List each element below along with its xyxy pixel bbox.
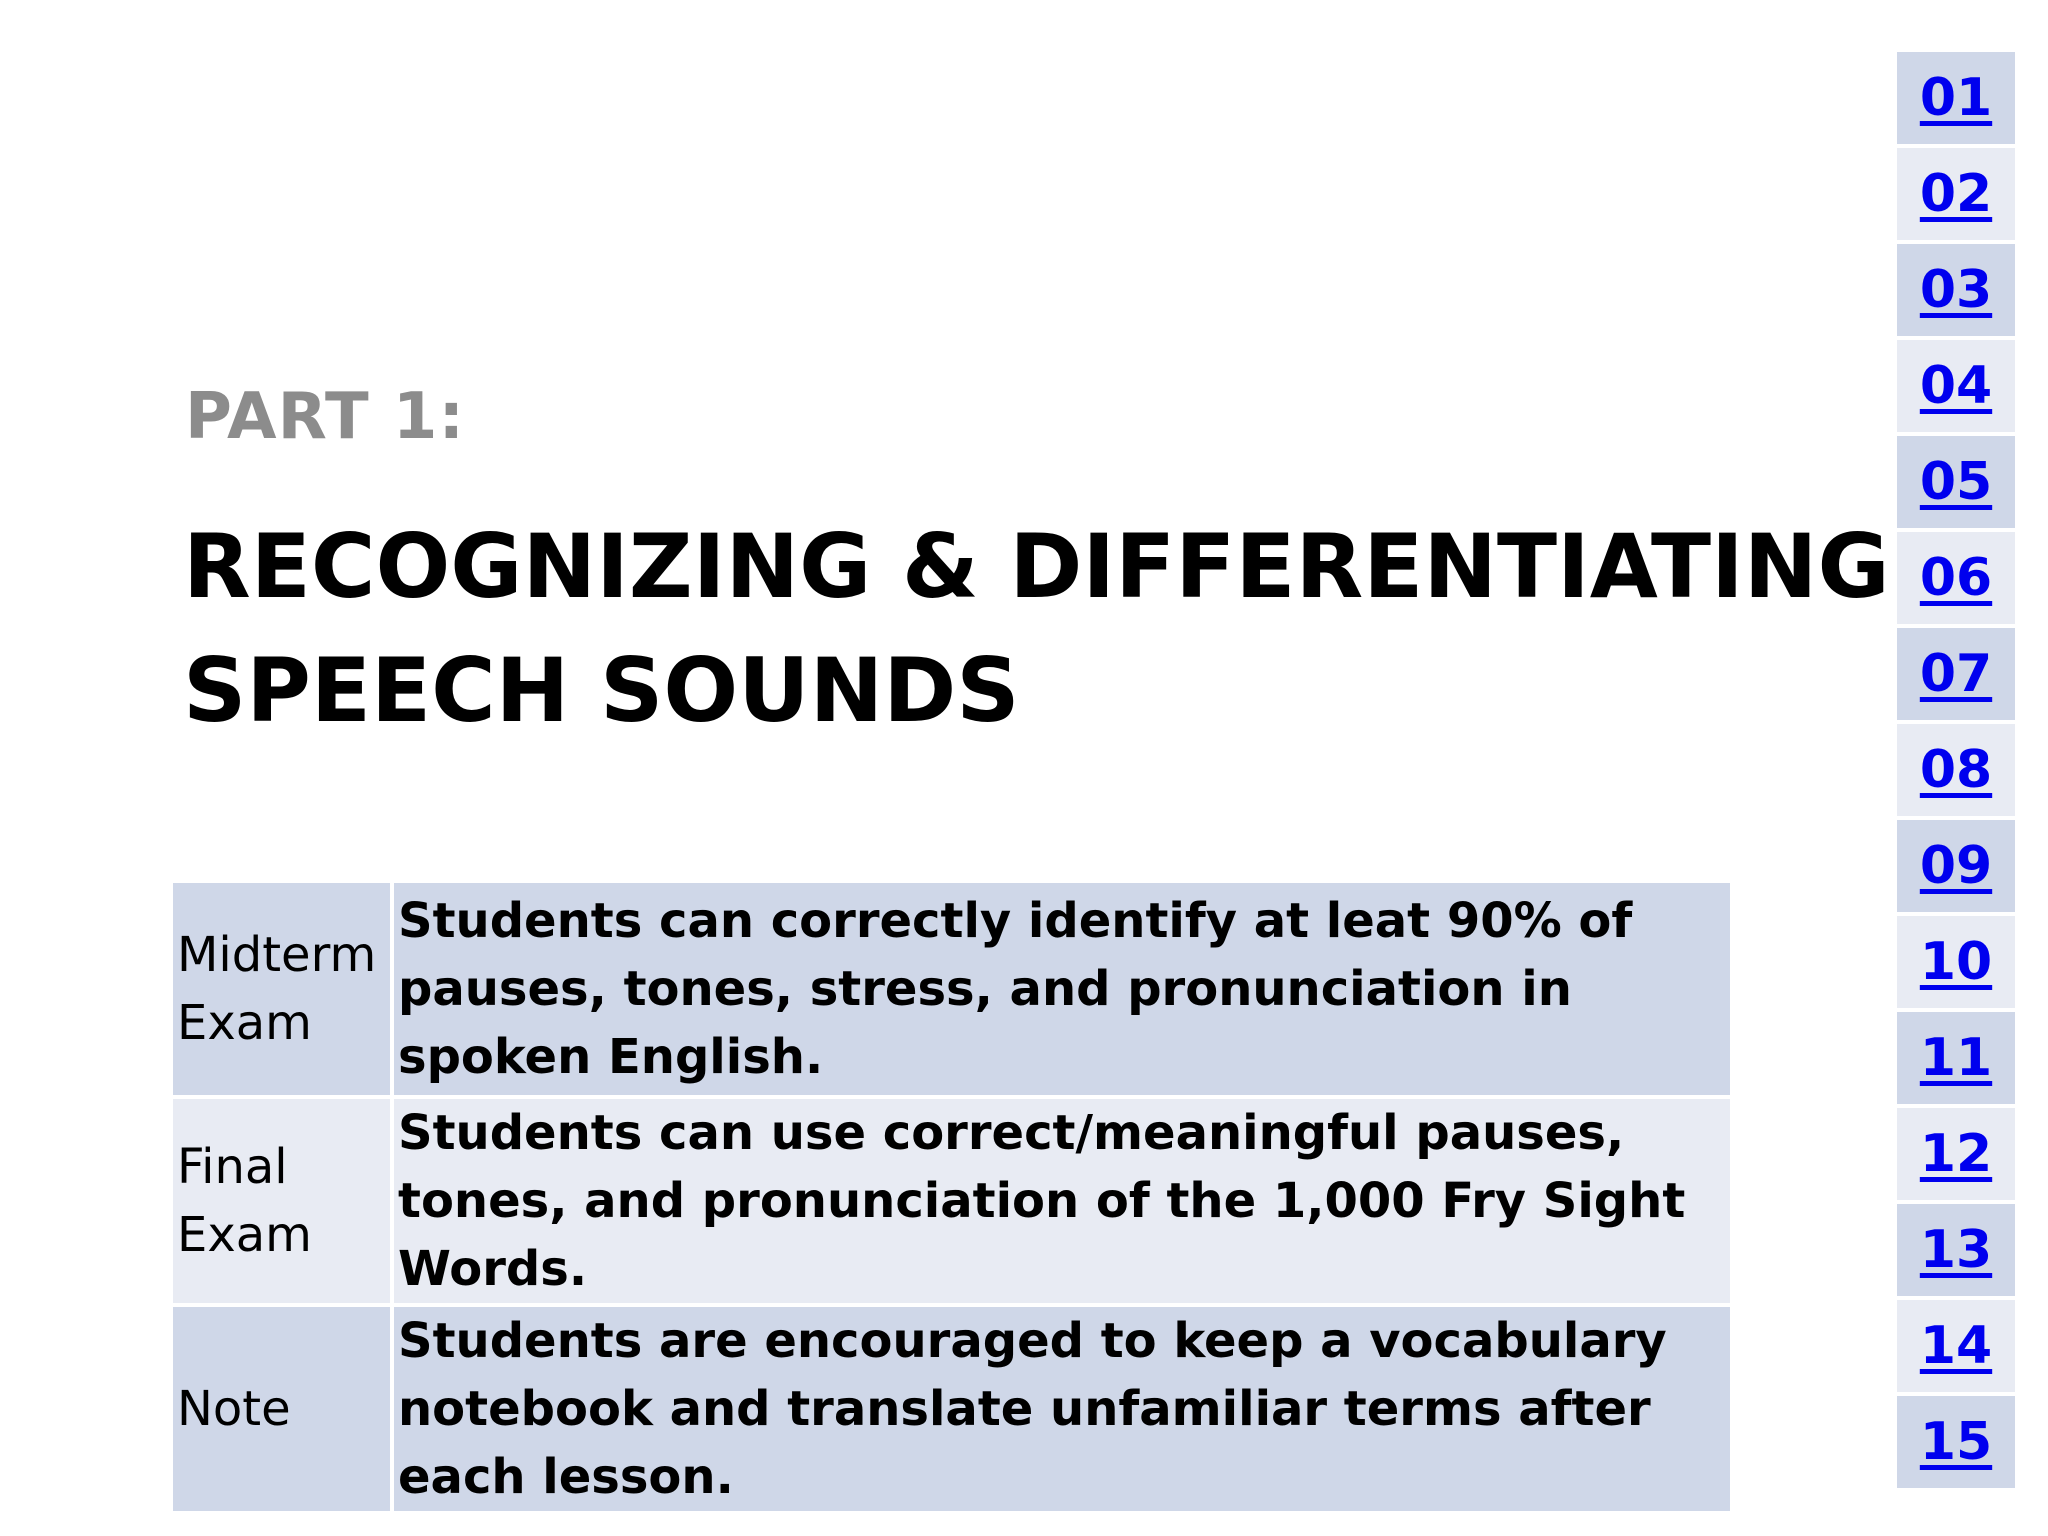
table-row-final (173, 1097, 1730, 1305)
row-label (173, 883, 392, 1097)
table-row-note (173, 1305, 1730, 1511)
part-label: PART 1: (185, 380, 466, 454)
row-label: Note (173, 1305, 392, 1511)
nav-link-07[interactable]: 07 (1897, 628, 2015, 720)
nav-link-10[interactable]: 10 (1897, 916, 2015, 1008)
row-label-line: Midterm (177, 927, 377, 983)
row-text: Students can use correct/meaningful pauses, tones, and pronunciation of the 1,000 Fry Sight Words. (392, 1097, 1730, 1305)
goals-table (173, 883, 1730, 1511)
title-line-2: SPEECH SOUNDS (183, 639, 1020, 742)
row-label-line: Exam (177, 1207, 312, 1263)
nav-link-14[interactable]: 14 (1897, 1300, 2015, 1392)
nav-link-13[interactable]: 13 (1897, 1204, 2015, 1296)
nav-link-09[interactable]: 09 (1897, 820, 2015, 912)
nav-link-08[interactable]: 08 (1897, 724, 2015, 816)
nav-link-01[interactable]: 01 (1897, 52, 2015, 144)
row-label-line: Final (177, 1139, 288, 1195)
nav-link-05[interactable]: 05 (1897, 436, 2015, 528)
slide-nav (1897, 52, 2015, 1492)
title-line-1: RECOGNIZING & DIFFERENTIATING (183, 515, 1890, 618)
row-label-line: Exam (177, 995, 312, 1051)
nav-link-15[interactable]: 15 (1897, 1396, 2015, 1488)
nav-link-11[interactable]: 11 (1897, 1012, 2015, 1104)
row-label (173, 1097, 392, 1305)
nav-link-04[interactable]: 04 (1897, 340, 2015, 432)
nav-link-03[interactable]: 03 (1897, 244, 2015, 336)
table-row-midterm (173, 883, 1730, 1097)
nav-link-06[interactable]: 06 (1897, 532, 2015, 624)
row-text: Students can correctly identify at leat 90% of pauses, tones, stress, and pronunciation in spoken English. (392, 883, 1730, 1097)
page-title (183, 505, 1890, 753)
nav-link-02[interactable]: 02 (1897, 148, 2015, 240)
nav-link-12[interactable]: 12 (1897, 1108, 2015, 1200)
row-text: Students are encouraged to keep a vocabulary notebook and translate unfamiliar terms after each lesson. (392, 1305, 1730, 1511)
